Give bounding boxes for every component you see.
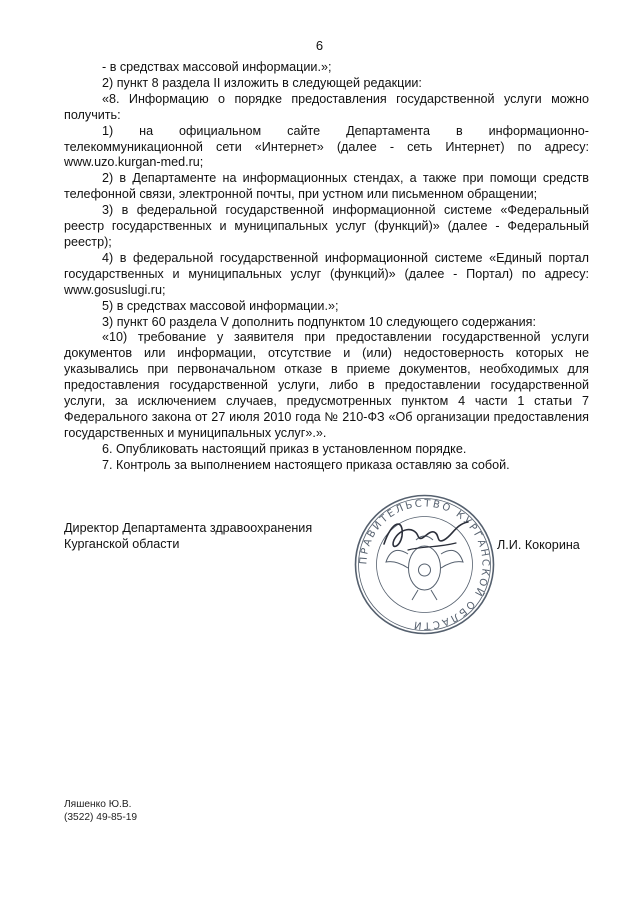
- handwritten-signature-icon: [378, 510, 474, 562]
- paragraph: 3) в федеральной государственной информационной системе «Федеральный реестр государственных и муниципальных услуг (функций)» (далее - Федеральный реестр);: [64, 203, 589, 249]
- paragraph: 7. Контроль за выполнением настоящего приказа оставляю за собой.: [102, 457, 510, 472]
- paragraph: 1) на официальном сайте Департамента в информационно-телекоммуникационной сети «Интернет» (далее - сеть Интернет) по адресу: www.uzo.kurgan-med.ru;: [64, 123, 589, 170]
- paragraph: - в средствах массовой информации.»;: [102, 60, 332, 74]
- signatory-name: Л.И. Кокорина: [497, 538, 580, 552]
- executor-name: Ляшенко Ю.В.: [64, 799, 132, 810]
- document-body: [64, 60, 589, 474]
- seal-text: ПРАВИТЕЛЬСТВО КУРГАНСКОЙ ОБЛАСТИ: [358, 498, 491, 631]
- signatory-position-line: Курганской области: [64, 537, 180, 551]
- signatory-position: [64, 520, 312, 552]
- paragraph: 2) пункт 8 раздела II изложить в следующей редакции:: [102, 75, 422, 90]
- executor-phone: (3522) 49-85-19: [64, 812, 138, 823]
- paragraph: 6. Опубликовать настоящий приказ в установленном порядке.: [102, 441, 467, 456]
- paragraph: 5) в средствах массовой информации.»;: [102, 298, 339, 313]
- page-number: 6: [315, 38, 324, 53]
- paragraph: 2) в Департаменте на информационных стендах, а также при помощи средств телефонной связи, электронной почты, при устном или письменном обращении;: [64, 171, 589, 202]
- paragraph: «8. Информацию о порядке предоставления государственной услуги можно получить:: [64, 91, 589, 122]
- paragraph: 4) в федеральной государственной информационной системе «Единый портал государственных и муниципальных услуг (функций)» (далее - Портал) по адресу: www.gosuslugi.ru;: [64, 250, 589, 297]
- executor-info: [64, 798, 137, 824]
- paragraph: 3) пункт 60 раздела V дополнить подпунктом 10 следующего содержания:: [102, 314, 536, 329]
- paragraph: «10) требование у заявителя при предоставлении государственной услуги документов или информации, отсутствие и (или) недостоверность которых не указывались при первоначальном отказе в приеме документов, необходимых для предоставления государственной услуги, либо в предоставлении государственной услуги, за исключением случаев, предусмотренных пунктом 4 части 1 статьи 7 Федерального закона от 27 июля 2010 года № 210-ФЗ «Об организации предоставления государственных и муниципальных услуг».».: [64, 330, 589, 440]
- signatory-position-line: Директор Департамента здравоохранения: [64, 521, 313, 535]
